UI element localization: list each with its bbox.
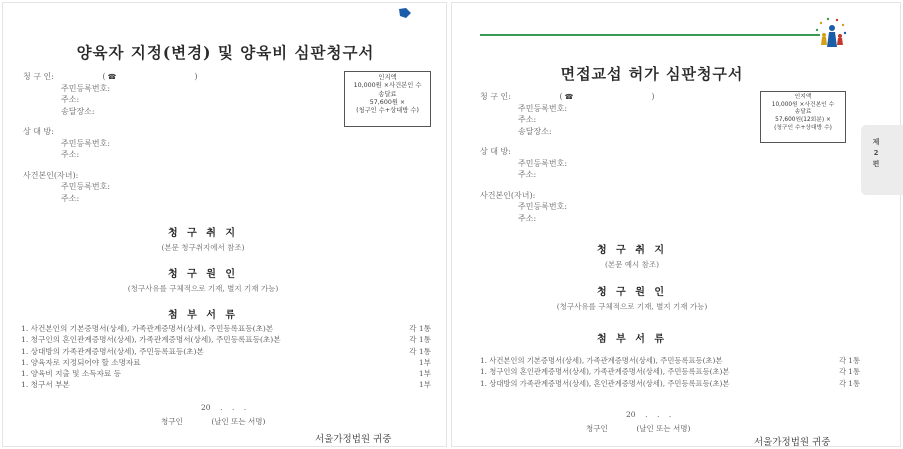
left-document-page — [2, 2, 447, 447]
cause-title: 청 구 원 인 — [596, 287, 668, 298]
address-label: 주소: — [518, 115, 537, 124]
court-name: 서울가정법원 귀중 — [315, 434, 392, 445]
cause-note: (청구사유를 구체적으로 기재, 별지 기재 가능) — [127, 284, 279, 293]
resident-no-label: 주민등록번호: — [518, 158, 568, 168]
fee-line: (청구인 수+상대방 수) — [774, 124, 832, 131]
claimant-label: 청 구 인: — [23, 72, 54, 81]
list-item: 1. 양육자로 지정되어야 할 소명자료 1부 — [21, 357, 431, 367]
list-item: 1. 상대방의 가족관계증명서(상세), 주민등록표등(초)본 각 1통 — [21, 346, 431, 356]
side-tab-char: 편 — [872, 160, 880, 168]
cause-section — [452, 283, 812, 312]
list-item: 1. 청구서 부본 1부 — [21, 380, 431, 390]
phone-icon: ☎ — [107, 73, 117, 81]
form-title: 면접교섭 허가 심판청구서 — [560, 65, 744, 83]
attachments-list — [480, 355, 860, 389]
address-label: 주소: — [518, 170, 537, 179]
right-document-page — [451, 2, 901, 447]
list-item: 1. 상대방의 가족관계증명서(상세), 혼인관계증명서(상세), 주민등록표등(초)본 각 1통 — [480, 378, 860, 388]
attachments-list — [21, 323, 431, 391]
list-item: 1. 양육비 지출 및 소득자료 등 1부 — [21, 369, 431, 379]
party-fields — [480, 91, 730, 224]
list-item: 1. 청구인의 혼인관계증명서(상세), 가족관계증명서(상세), 주민등록표등(초)본 각 1통 — [21, 335, 431, 345]
list-item: 1. 청구인의 혼인관계증명서(상세), 가족관계증명서(상세), 주민등록표등(초)본 각 1통 — [480, 367, 860, 377]
chapter-side-tab[interactable] — [861, 125, 903, 195]
address-label: 주소: — [61, 150, 80, 159]
fee-stamp-box — [344, 71, 431, 127]
cause-section — [3, 265, 403, 294]
fee-stamp-box — [760, 91, 846, 143]
side-tab-char: 2 — [873, 149, 879, 157]
service-address-label: 송달장소: — [61, 106, 95, 116]
signature-line: 청구인 (날인 또는 서명) — [161, 417, 266, 426]
purpose-title: 청 구 취 지 — [596, 245, 668, 256]
service-address-label: 송달장소: — [518, 126, 552, 136]
attachments-heading — [3, 306, 403, 321]
address-label: 주소: — [518, 213, 537, 223]
bookmark-corner-icon — [398, 7, 412, 19]
fee-line: 10,000원 ×사건본인 수 — [771, 101, 835, 108]
fee-line: 송달료 — [794, 109, 812, 116]
side-tab-char: 제 — [872, 138, 880, 146]
resident-no-label: 주민등록번호: — [518, 202, 568, 211]
purpose-section — [452, 241, 812, 270]
attachments-title: 첨 부 서 류 — [596, 334, 668, 345]
family-illustration-icon — [812, 15, 852, 53]
paren-open: ( — [102, 72, 106, 81]
fee-line: 57,600원 × — [369, 98, 406, 106]
resident-no-label: 주민등록번호: — [61, 83, 111, 93]
phone-icon: ☎ — [564, 93, 574, 101]
fee-line: 인지액 — [378, 74, 397, 81]
purpose-title: 청 구 취 지 — [167, 228, 239, 239]
paren-open: ( — [559, 92, 563, 101]
address-label: 주소: — [61, 95, 80, 104]
address-label: 주소: — [61, 193, 80, 203]
respondent-label: 상 대 방: — [480, 147, 511, 156]
resident-no-label: 주민등록번호: — [61, 182, 111, 191]
paren-close: ) — [651, 92, 655, 101]
date-line: 20 . . . — [201, 403, 247, 412]
respondent-label: 상 대 방: — [23, 127, 54, 136]
purpose-note: (본문 청구취지에서 참조) — [161, 243, 245, 252]
list-item: 1. 사건본인의 기본증명서(상세), 가족관계증명서(상세), 주민등록표등(초)본 각 1통 — [480, 356, 860, 365]
fee-line: 인지액 — [794, 94, 812, 100]
resident-no-label: 주민등록번호: — [61, 138, 111, 148]
cause-title: 청 구 원 인 — [167, 269, 239, 280]
fee-line: 10,000원 ×사건본인 수 — [353, 82, 422, 90]
principal-label: 사건본인(자녀): — [23, 170, 79, 180]
attachments-title: 첨 부 서 류 — [167, 310, 239, 321]
purpose-note: (본문 예시 참조) — [604, 260, 660, 269]
list-item: 1. 사건본인의 기본증명서(상세), 가족관계증명서(상세), 주민등록표등(초)본 각 1통 — [21, 324, 431, 333]
form-title: 양육자 지정(변경) 및 양육비 심판청구서 — [76, 43, 375, 62]
fee-line: (청구인 수+상대방 수) — [356, 107, 419, 115]
signature-line: 청구인 (날인 또는 서명) — [586, 424, 691, 433]
claimant-label: 청 구 인: — [480, 92, 511, 101]
principal-label: 사건본인(자녀): — [480, 190, 536, 200]
purpose-section — [3, 224, 403, 253]
date-line: 20 . . . — [626, 410, 672, 419]
court-name: 서울가정법원 귀중 — [754, 437, 831, 447]
attachments-heading — [452, 330, 812, 345]
fee-line: 57,600원(12회분) × — [775, 117, 831, 124]
party-fields — [23, 71, 273, 204]
paren-close: ) — [194, 72, 198, 81]
fee-line: 송달료 — [378, 90, 397, 98]
cause-note: (청구사유를 구체적으로 기재, 별지 기재 가능) — [556, 302, 708, 311]
header-rule — [480, 34, 820, 36]
resident-no-label: 주민등록번호: — [518, 103, 568, 113]
